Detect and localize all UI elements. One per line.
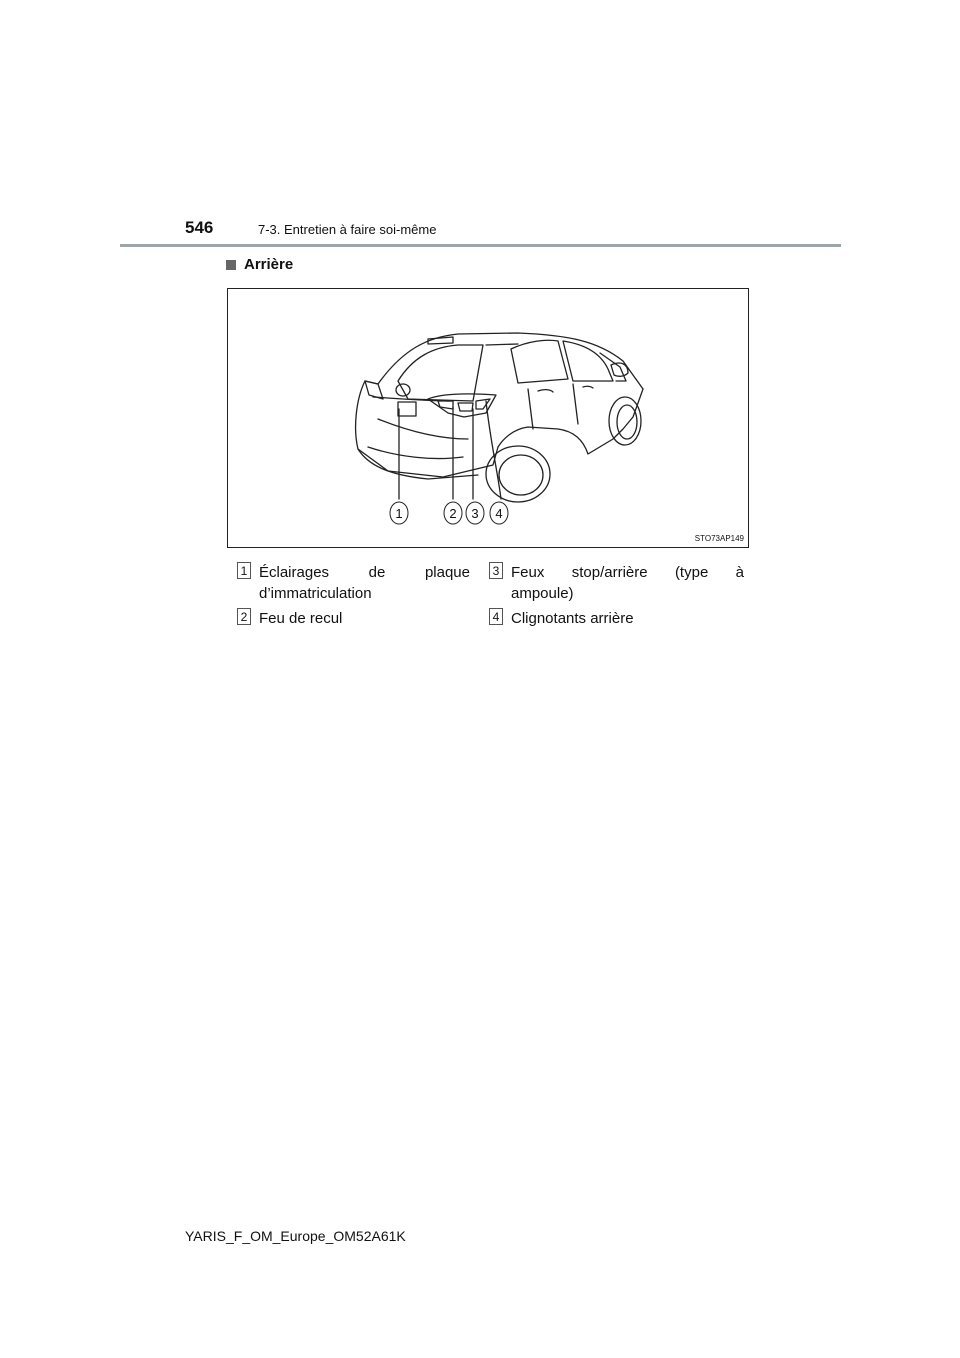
figure-code: STO73AP149 (694, 534, 744, 543)
legend-number-4: 4 (489, 608, 503, 625)
subsection-title (226, 256, 293, 273)
section-header: 7-3. Entretien à faire soi-même (258, 222, 437, 237)
rear-lights-figure (227, 288, 749, 548)
legend-text-3 (511, 562, 744, 604)
legend-text-1-line1: Éclairages de plaque (259, 564, 470, 581)
legend-text-2 (259, 608, 470, 629)
legend-number-3: 3 (489, 562, 503, 579)
footer-document-id: YARIS_F_OM_Europe_OM52A61K (185, 1228, 406, 1244)
legend-text-2-line1: Feu de recul (259, 610, 343, 627)
legend-number-2: 2 (237, 608, 251, 625)
header-rule (120, 244, 841, 247)
car-rear-illustration (228, 289, 750, 549)
page-number: 546 (185, 218, 214, 237)
bullet-square-icon (226, 260, 236, 270)
legend-text-3-line1: Feux stop/arrière (type à (511, 564, 744, 581)
callout-3-label: 3 (471, 506, 479, 521)
legend-text-4-line1: Clignotants arrière (511, 610, 634, 627)
callout-2-label: 2 (449, 506, 457, 521)
callout-1-label: 1 (395, 506, 403, 521)
legend-text-3-line2: ampoule) (511, 585, 574, 602)
legend-text-1-line2: d’immatriculation (259, 585, 372, 602)
legend-text-1 (259, 562, 470, 604)
legend-number-1: 1 (237, 562, 251, 579)
legend-text-4 (511, 608, 744, 629)
callout-4-label: 4 (495, 506, 503, 521)
subsection-title-text: Arrière (244, 256, 294, 273)
